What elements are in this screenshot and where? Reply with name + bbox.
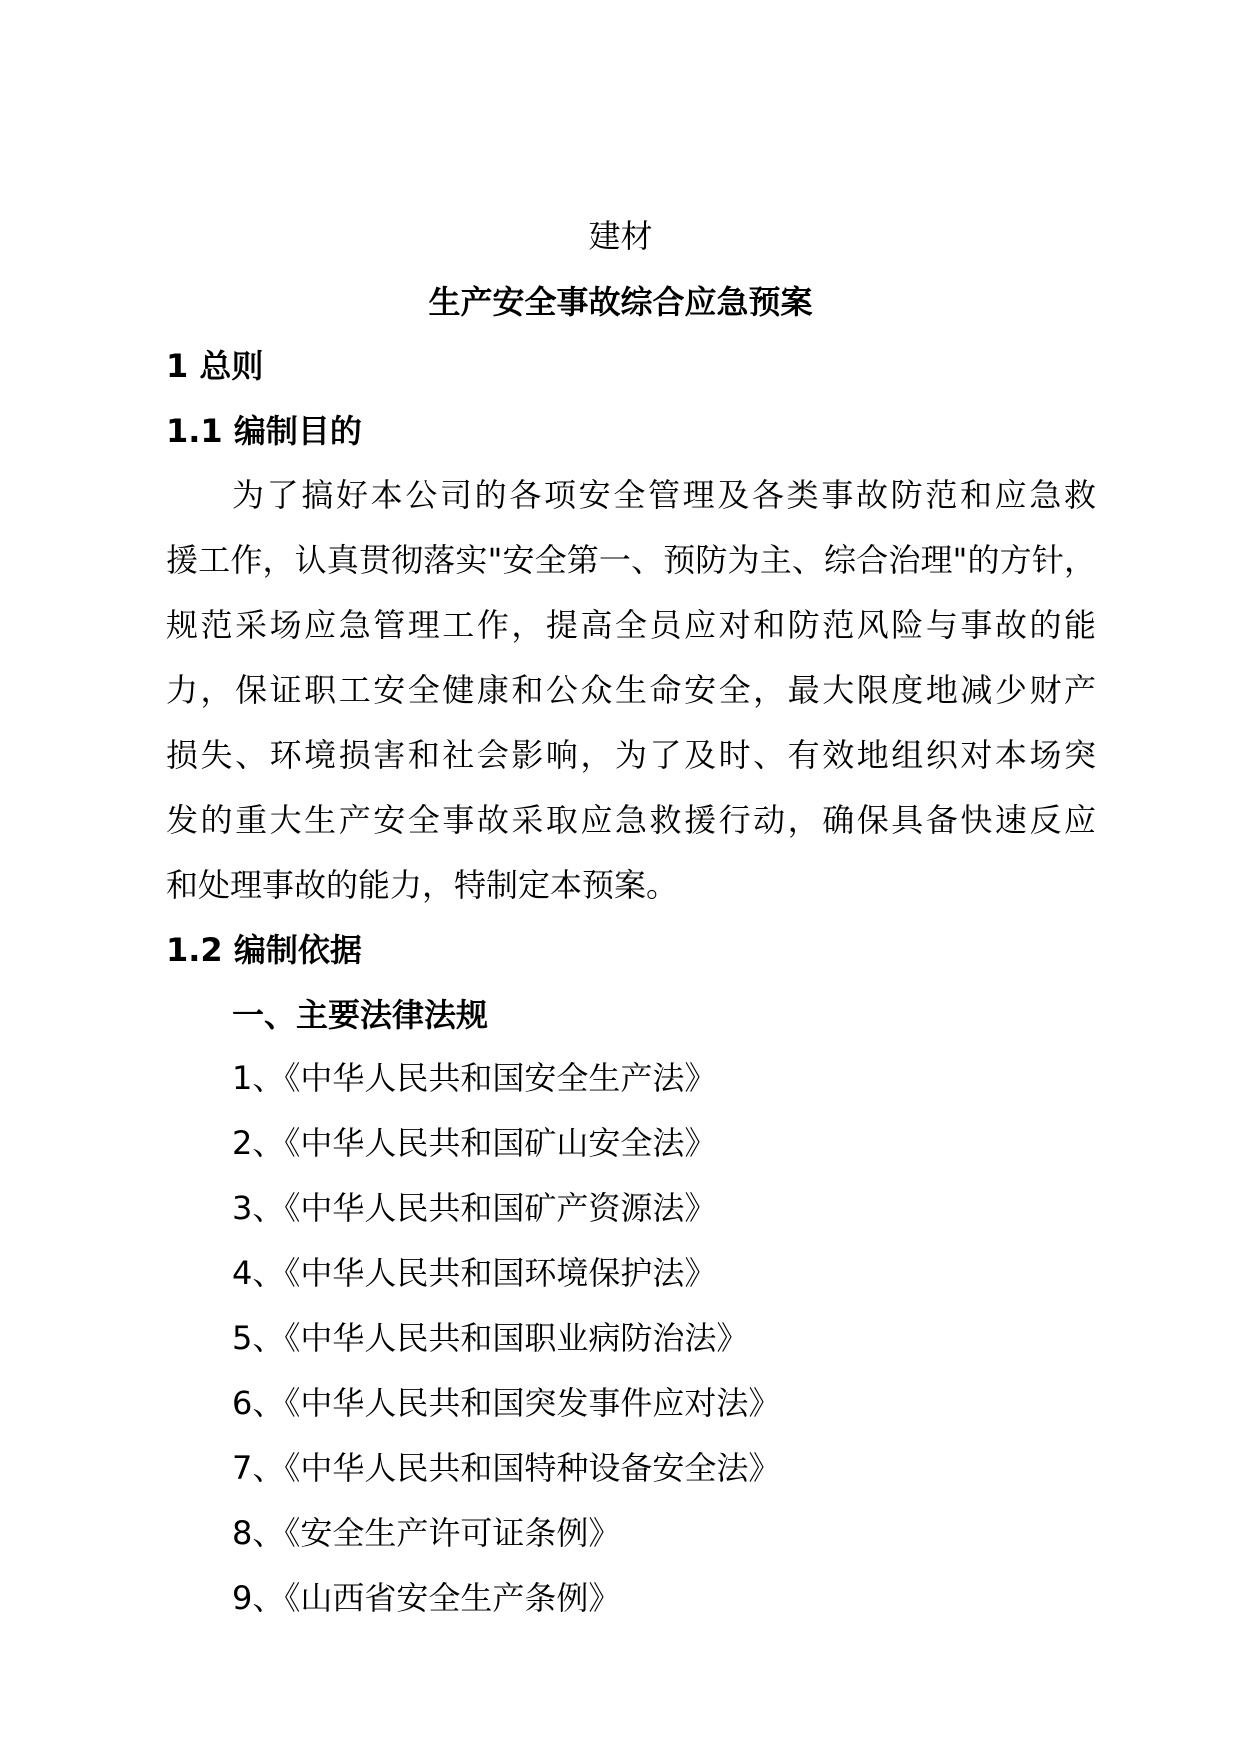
- list-item: 2、《中华人民共和国矿山安全法》: [232, 1124, 717, 1162]
- paragraph-line: 和处理事故的能力，特制定本预案。: [166, 866, 679, 904]
- document-subtitle: 建材: [588, 217, 653, 255]
- paragraph-line: 援工作，认真贯彻落实"安全第一、预防为主、综合治理"的方针，: [166, 541, 1096, 579]
- list-item: 7、《中华人民共和国特种设备安全法》: [232, 1449, 781, 1487]
- list-item: 4、《中华人民共和国环境保护法》: [232, 1254, 717, 1292]
- purpose-paragraph: [166, 475, 1096, 930]
- paragraph-line: 发的重大生产安全事故采取应急救援行动，确保具备快速反应: [166, 801, 1096, 839]
- list-item: 1、《中华人民共和国安全生产法》: [232, 1059, 717, 1097]
- section-heading-general: 1 总则: [166, 347, 264, 385]
- paragraph-line: 规范采场应急管理工作，提高全员应对和防范风险与事故的能: [166, 606, 1096, 644]
- list-item: 9、《山西省安全生产条例》: [232, 1579, 621, 1617]
- section-heading-purpose: 1.1 编制目的: [166, 412, 362, 450]
- list-item: 6、《中华人民共和国突发事件应对法》: [232, 1384, 781, 1422]
- paragraph-line: 为了搞好本公司的各项安全管理及各类事故防范和应急救: [232, 476, 1096, 514]
- laws-heading: 一、主要法律法规: [232, 996, 489, 1034]
- document-title: 生产安全事故综合应急预案: [428, 283, 813, 321]
- paragraph-line: 力，保证职工安全健康和公众生命安全，最大限度地减少财产: [166, 671, 1096, 709]
- list-item: 5、《中华人民共和国职业病防治法》: [232, 1319, 749, 1357]
- list-item: 8、《安全生产许可证条例》: [232, 1514, 621, 1552]
- list-item: 3、《中华人民共和国矿产资源法》: [232, 1189, 717, 1227]
- section-heading-basis: 1.2 编制依据: [166, 931, 362, 969]
- paragraph-line: 损失、环境损害和社会影响，为了及时、有效地组织对本场突: [166, 736, 1096, 774]
- laws-list: [232, 1058, 780, 1643]
